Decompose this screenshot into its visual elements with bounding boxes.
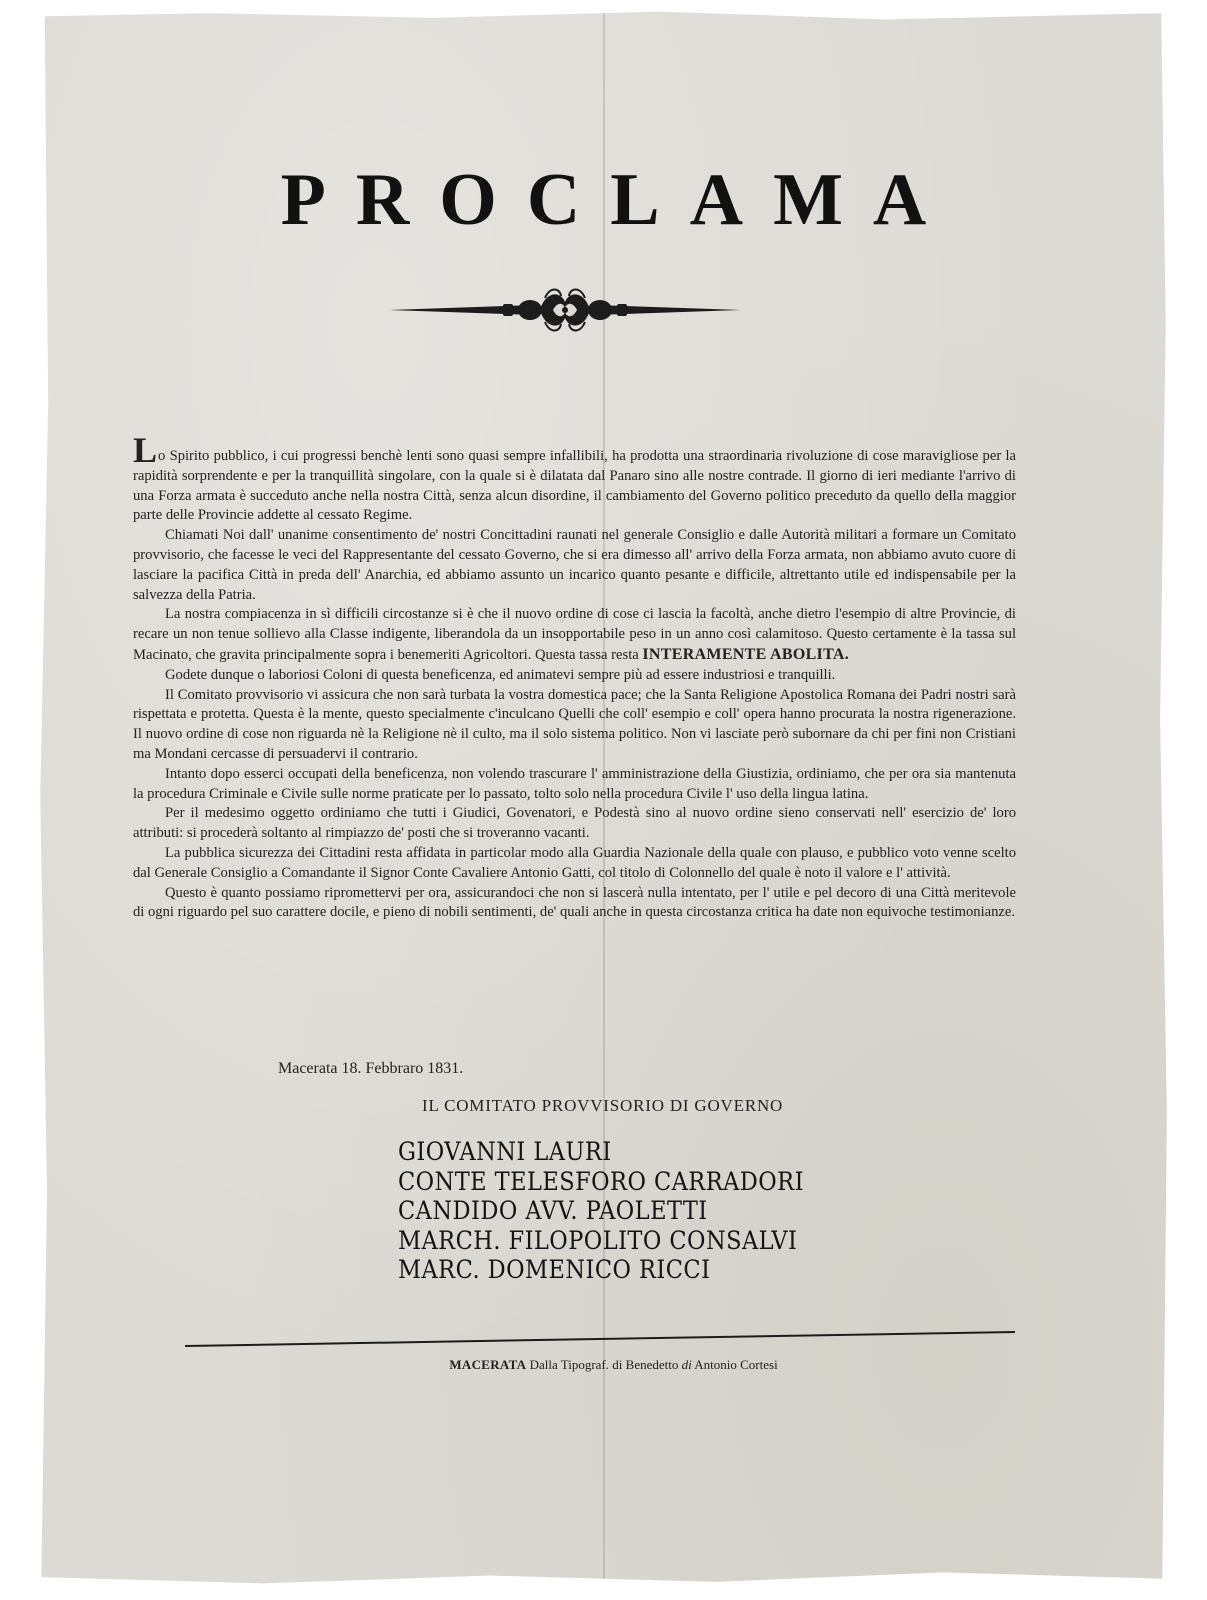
- paragraph-3: [133, 605, 1016, 665]
- paragraph-7: Per il medesimo oggetto ordiniamo che tutti i Giudici, Govenatori, e Podestà sino al nuovo ordine sieno conservati nell' esercizio de' loro attributi: si procederà soltanto al rimpiazzo de' posti che si troveranno vacanti.: [133, 805, 1016, 842]
- paragraph-9: Questo è quanto possiamo ripromettervi per ora, assicurandoci che non si lascerà nulla intentato, per l' utile e pel decoro di una Città meritevole di ogni riguardo pel suo carattere docile, e pieno di nobili sentimenti, de' quali anche in questa circostanza critica ha date non equivoche testimonianze.: [133, 884, 1016, 921]
- signatory: MARC. DOMENICO RICCI: [398, 1255, 711, 1284]
- scroll-ornament-icon: [385, 280, 745, 340]
- paragraph-1: [133, 430, 1016, 526]
- paragraph-5: Il Comitato provvisorio vi assicura che non sarà turbata la vostra domestica pace; che la Santa Religione Apostolica Romana dei Padri nostri sarà rispettata e protetta. Questa è la mente, questo specialmente c'inculcano Quelli che coll' esempio e coll' opera hanno procurata la nostra rigenerazione. Il nuovo ordine di cose non riguarda nè la Religione nè il culto, ma il solo sistema politico. Non vi lasciate però subornare da chi per fini non Cristiani ma Mondani cercasse di persuadervi il contrario.: [133, 686, 1016, 762]
- proclamation-body: [133, 430, 1016, 923]
- paragraph-4: Godete dunque o laboriosi Coloni di questa beneficenza, ed animatevi sempre più ad essere industriosi e tranquilli.: [165, 666, 836, 683]
- imprint-italic: di: [681, 1357, 692, 1372]
- signatory: MARCH. FILOPOLITO CONSALVI: [398, 1225, 798, 1255]
- paragraph-6: Intanto dopo esserci occupati della beneficenza, non volendo trascurare l' amministrazione della Giustizia, ordiniamo, che per ora sia mantenuta la procedura Criminale e Civile sulle norme praticate per lo passato, tolto solo nella procedura Civile l' uso della lingua latina.: [133, 765, 1016, 802]
- paragraph-8: La pubblica sicurezza dei Cittadini resta affidata in particolar modo alla Guardia Nazionale della quale con plauso, e pubblico voto venne scelto dal Generale Consiglio a Comandante il Signor Conte Cavaliere Antonio Gatti, col titolo di Colonnello del quale è noto il valore e l' attività.: [133, 844, 1016, 881]
- signatories-list: [398, 1137, 804, 1285]
- signatory: CONTE TELESFORO CARRADORI: [398, 1166, 804, 1196]
- paragraph-3-text: La nostra compiacenza in sì difficili circostanze si è che il nuovo ordine di cose ci lascia la facoltà, anche dietro l'esempio di altre Provincie, di recare un non tenue sollievo alla Classe indigente, liberandola da un insopportabile peso in un anno così calamitoso. Questo certamente è la tassa sul Macinato, che gravita principalmente sopra i benemeriti Agricoltori. Questa tassa resta: [133, 606, 1016, 663]
- printer-imprint: [0, 1357, 1207, 1373]
- imprint-text: Dalla Tipograf. di Benedetto: [526, 1357, 682, 1372]
- divider-rule: [185, 1327, 1015, 1349]
- imprint-end: Antonio Cortesi: [691, 1357, 778, 1372]
- document-title: PROCLAMA: [280, 159, 957, 241]
- signatory: GIOVANNI LAURI: [398, 1137, 612, 1166]
- signatory: CANDIDO AVV. PAOLETTI: [398, 1196, 708, 1225]
- committee-heading: IL COMITATO PROVVISORIO DI GOVERNO: [422, 1096, 784, 1115]
- paragraph-1-text: o Spirito pubblico, i cui progressi benchè lenti sono quasi sempre infallibili, ha prodotta una straordinaria rivoluzione di cose maravigliose per la rapidità sorprendente e per la tranquillità singolare, con la quale si è dilatata dal Panaro sino alle nostre contrade. Il giorno di ieri mediante l'arrivo di una Forza armata è succeduto anche nella nostra Città, senza alcun disordine, il cambiamento del Governo politico preceduto da quello della maggior parte delle Provincie addette al cessato Regime.: [133, 448, 1016, 524]
- drop-cap: L: [133, 430, 158, 470]
- paragraph-2: Chiamati Noi dall' unanime consentimento de' nostri Concittadini raunati nel generale Consiglio e dalle Autorità militari a formare un Comitato provvisorio, che facesse le veci del Rappresentante del cessato Governo, che si era dimesso all' arrivo della Forza armata, non abbiamo avuto cuore di lasciare la pacifica Città in preda dell' Anarchia, ed abbiamo assunto un incarico quanto pesante e difficile, altrettanto utile ed indispensabile per la salvezza della Patria.: [133, 527, 1016, 603]
- imprint-city: MACERATA: [449, 1357, 527, 1372]
- date-line: Macerata 18. Febbraro 1831.: [278, 1060, 464, 1077]
- abolition-emphasis: INTERAMENTE ABOLITA.: [642, 645, 850, 663]
